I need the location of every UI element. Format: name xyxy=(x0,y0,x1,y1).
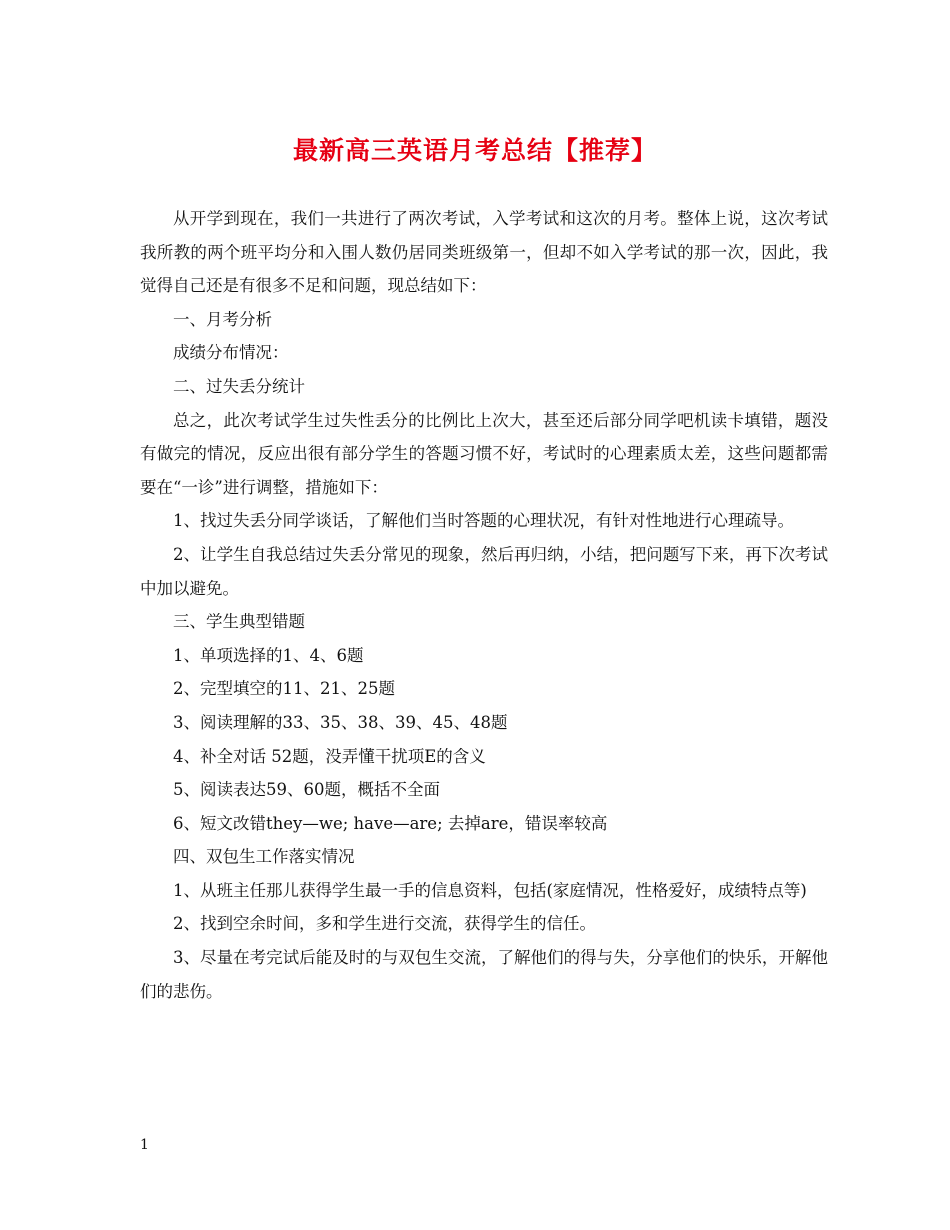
paragraph-intro: 从开学到现在，我们一共进行了两次考试，入学考试和这次的月考。整体上说，这次考试我所教的两个班平均分和入围人数仍居同类班级第一，但却不如入学考试的那一次，因此，我觉得自己还是有很多不足和问题，现总结如下： xyxy=(140,209,828,296)
list-item-error-6: 6、短文改错they—we; have—are; 去掉are，错误率较高 xyxy=(173,813,608,833)
list-item-work-1: 1、从班主任那儿获得学生最一手的信息资料，包括(家庭情况，性格爱好，成绩特点等) xyxy=(173,880,807,900)
paragraph-score-distribution: 成绩分布情况： xyxy=(173,343,289,363)
page-number: 1 xyxy=(140,1137,149,1153)
list-item-error-3: 3、阅读理解的33、35、38、39、45、48题 xyxy=(173,712,508,732)
document-title: 最新高三英语月考总结【推荐】 xyxy=(292,136,657,165)
list-item-error-1: 1、单项选择的1、4、6题 xyxy=(173,645,364,665)
document-body xyxy=(140,202,828,1008)
heading-error-statistics: 二、过失丢分统计 xyxy=(173,376,305,396)
list-item-error-5: 5、阅读表达59、60题，概括不全面 xyxy=(173,780,440,800)
paragraph-error-summary: 总之，此次考试学生过失性丢分的比例比上次大，甚至还后部分同学吧机读卡填错，题没有做完的情况，反应出很有部分学生的答题习惯不好，考试时的心理素质太差，这些问题都需要在“一诊”进行调整，措施如下： xyxy=(140,410,828,497)
list-item-error-2: 2、完型填空的11、21、25题 xyxy=(173,679,395,699)
heading-double-support-work: 四、双包生工作落实情况 xyxy=(173,847,355,867)
list-item-error-4: 4、补全对话 52题，没弄懂干扰项E的含义 xyxy=(173,746,486,766)
paragraph-measure-1: 1、找过失丢分同学谈话，了解他们当时答题的心理状况，有针对性地进行心理疏导。 xyxy=(173,511,794,531)
list-item-work-3: 3、尽量在考完试后能及时的与双包生交流，了解他们的得与失，分享他们的快乐，开解他们的悲伤。 xyxy=(140,948,828,1001)
heading-monthly-exam-analysis: 一、月考分析 xyxy=(173,309,272,329)
list-item-work-2: 2、找到空余时间，多和学生进行交流，获得学生的信任。 xyxy=(173,914,596,934)
paragraph-measure-2: 2、让学生自我总结过失丢分常见的现象，然后再归纳，小结，把问题写下来，再下次考试中加以避免。 xyxy=(140,544,828,598)
heading-typical-errors: 三、学生典型错题 xyxy=(173,612,305,632)
